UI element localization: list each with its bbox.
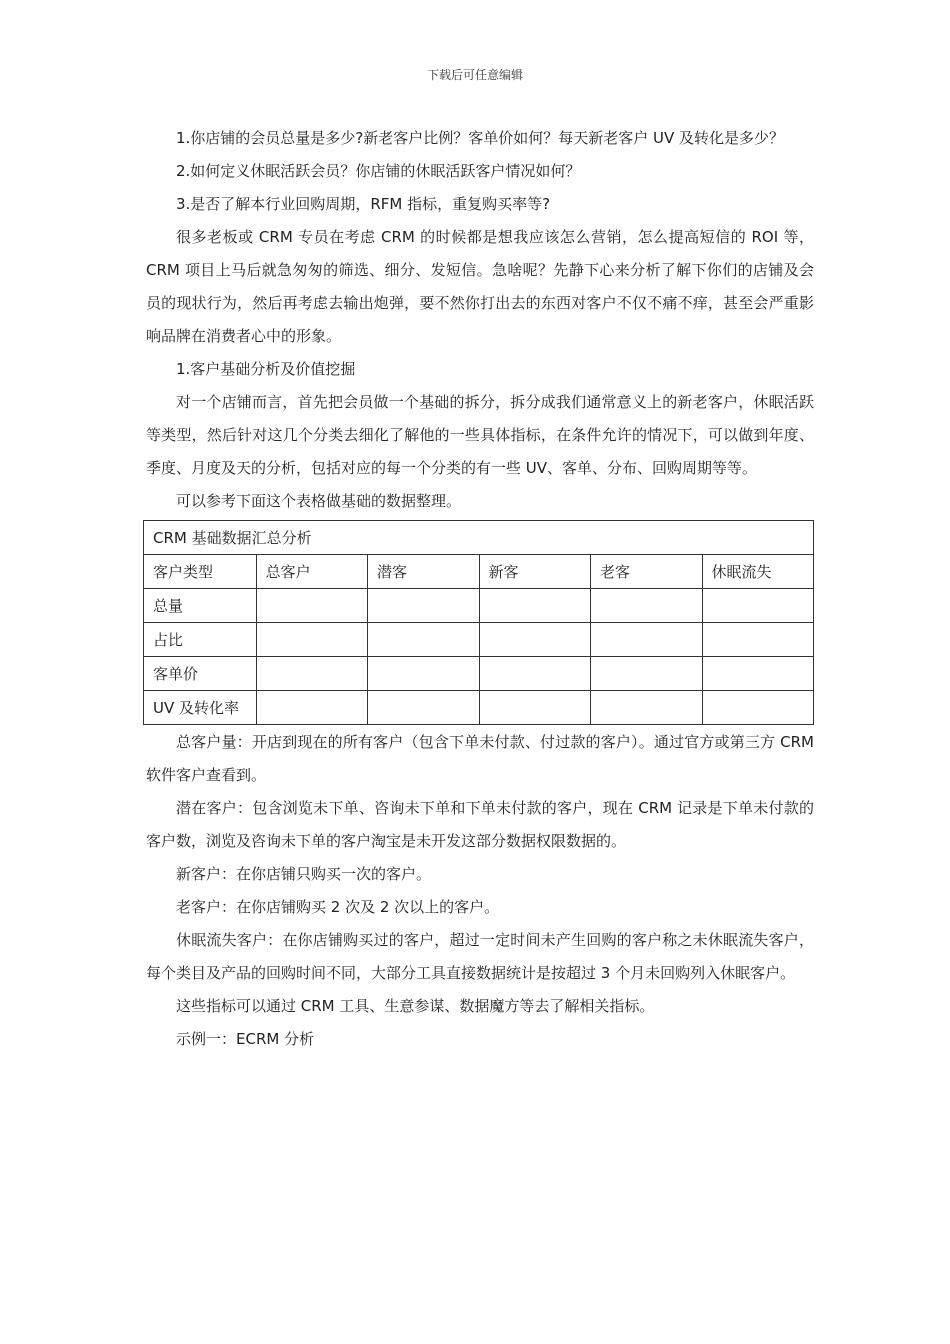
document-body	[146, 122, 814, 1056]
paragraph: 这些指标可以通过 CRM 工具、生意参谋、数据魔方等去了解相关指标。	[176, 997, 655, 1015]
table-row	[144, 691, 814, 725]
paragraph: 新客户：在你店铺只购买一次的客户。	[176, 865, 432, 883]
crm-summary-table	[143, 520, 814, 725]
section-heading: 1.客户基础分析及价值挖掘	[176, 360, 356, 378]
table-cell	[256, 589, 367, 623]
table-title: CRM 基础数据汇总分析	[144, 521, 814, 555]
row-label: 占比	[144, 623, 257, 657]
table-cell	[256, 691, 367, 725]
table-cell	[591, 691, 702, 725]
paragraph: 对一个店铺而言，首先把会员做一个基础的拆分，拆分成我们通常意义上的新老客户，休眠活跃等类型，然后针对这几个分类去细化了解他的一些具体指标，在条件允许的情况下，可以做到年度、季度、月度及天的分析，包括对应的每一个分类的有一些 UV、客单、分布、回购周期等等。	[146, 393, 814, 477]
table-cell	[479, 623, 590, 657]
paragraph: 总客户量：开店到现在的所有客户（包含下单未付款、付过款的客户）。通过官方或第三方 CRM 软件客户查看到。	[146, 733, 814, 784]
table-cell	[591, 589, 702, 623]
paragraph: 可以参考下面这个表格做基础的数据整理。	[176, 492, 462, 510]
table-header-cell: 老客	[591, 555, 702, 589]
paragraph: 老客户：在你店铺购买 2 次及 2 次以上的客户。	[176, 898, 500, 916]
table-cell	[479, 657, 590, 691]
paragraph: 1.你店铺的会员总量是多少?新老客户比例？客单价如何？每天新老客户 UV 及转化是多少？	[176, 129, 785, 147]
table-header-cell: 潜客	[368, 555, 479, 589]
row-label: 客单价	[144, 657, 257, 691]
table-header-cell: 休眠流失	[702, 555, 814, 589]
paragraph: 休眠流失客户：在你店铺购买过的客户，超过一定时间未产生回购的客户称之未休眠流失客户，每个类目及产品的回购时间不同，大部分工具直接数据统计是按超过 3 个月未回购列入休眠客户。	[146, 931, 814, 982]
table-cell	[702, 589, 814, 623]
table-header-cell: 总客户	[256, 555, 367, 589]
table-cell	[702, 623, 814, 657]
table-cell	[479, 589, 590, 623]
paragraph: 示例一：ECRM 分析	[176, 1030, 315, 1048]
row-label: 总量	[144, 589, 257, 623]
table-row	[144, 623, 814, 657]
table-cell	[591, 657, 702, 691]
table-header-cell: 新客	[479, 555, 590, 589]
page-header: 下载后可任意编辑	[426, 68, 523, 82]
table-row	[144, 589, 814, 623]
table-title-row	[144, 521, 814, 555]
table-header-cell: 客户类型	[144, 555, 257, 589]
paragraph: 2.如何定义休眠活跃会员？你店铺的休眠活跃客户情况如何？	[176, 162, 581, 180]
paragraph: 潜在客户：包含浏览未下单、咨询未下单和下单未付款的客户，现在 CRM 记录是下单未付款的客户数，浏览及咨询未下单的客户淘宝是未开发这部分数据权限数据的。	[146, 799, 814, 850]
table-cell	[479, 691, 590, 725]
table-cell	[702, 657, 814, 691]
table-cell	[368, 657, 479, 691]
table-cell	[702, 691, 814, 725]
table-header-row	[144, 555, 814, 589]
table-cell	[256, 623, 367, 657]
row-label: UV 及转化率	[144, 691, 257, 725]
table-cell	[368, 623, 479, 657]
table-row	[144, 657, 814, 691]
table-cell	[591, 623, 702, 657]
table-cell	[256, 657, 367, 691]
table-cell	[368, 589, 479, 623]
paragraph: 3.是否了解本行业回购周期，RFM 指标，重复购买率等?	[176, 195, 551, 213]
paragraph: 很多老板或 CRM 专员在考虑 CRM 的时候都是想我应该怎么营销，怎么提高短信的 ROI 等，CRM 项目上马后就急匆匆的筛选、细分、发短信。急啥呢？先静下心来分析了解下你们的店铺及会员的现状行为，然后再考虑去输出炮弹，要不然你打出去的东西对客户不仅不痛不痒，甚至会严重影响品牌在消费者心中的形象。	[146, 228, 814, 345]
table-cell	[368, 691, 479, 725]
